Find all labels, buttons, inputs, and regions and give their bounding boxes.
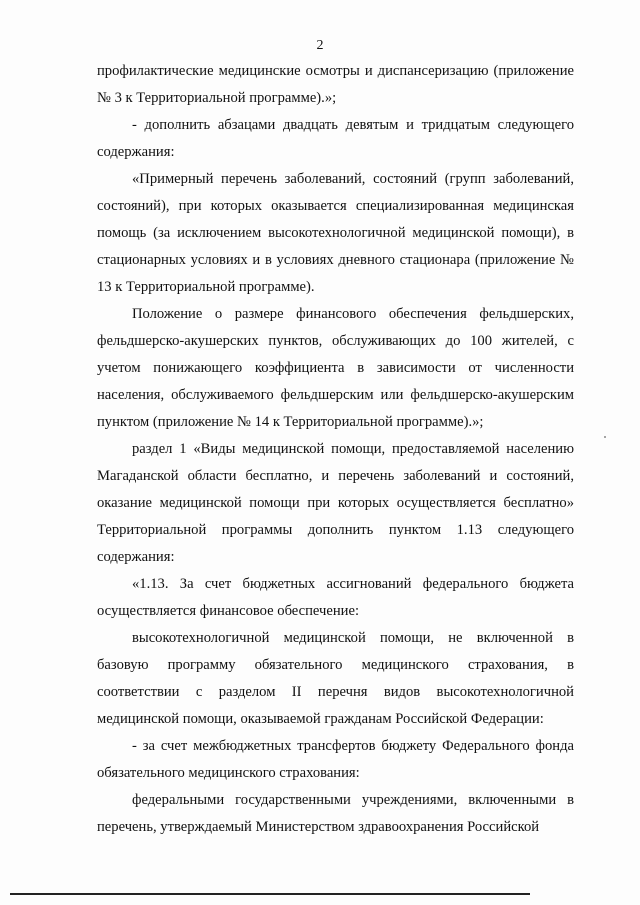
paragraph: высокотехнологичной медицинской помощи, не включенной в базовую программу обязательного медицинского страхования, в соответствии с разделом II перечня видов высокотехнологичной медицинской помощи, оказываемой гражданам Российской Федерации:	[97, 630, 574, 727]
page-number: 2	[316, 38, 324, 53]
scan-edge-line	[10, 893, 530, 895]
paragraph: профилактические медицинские осмотры и диспансеризацию (приложение № 3 к Территориальной программе).»;	[97, 63, 574, 106]
paragraph: - дополнить абзацами двадцать девятым и тридцатым следующего содержания:	[97, 117, 574, 160]
paragraph: «1.13. За счет бюджетных ассигнований федерального бюджета осуществляется финансовое обеспечение:	[97, 576, 574, 619]
scan-artifact-dot	[604, 436, 606, 438]
paragraph: - за счет межбюджетных трансфертов бюджету Федерального фонда обязательного медицинского страхования:	[97, 738, 574, 781]
document-body	[97, 58, 574, 841]
paragraph: «Примерный перечень заболеваний, состояний (групп заболеваний, состояний), при которых оказывается специализированная медицинская помощь (за исключением высокотехнологичной медицинской помощи), в стационарных условиях и в условиях дневного стационара (приложение № 13 к Территориальной программе).	[97, 171, 574, 295]
paragraph: раздел 1 «Виды медицинской помощи, предоставляемой населению Магаданской области бесплатно, и перечень заболеваний и состояний, оказание медицинской помощи при которых осуществляется бесплатно» Территориальной программы дополнить пунктом 1.13 следующего содержания:	[97, 441, 574, 565]
paragraph: Положение о размере финансового обеспечения фельдшерских, фельдшерско-акушерских пунктов, обслуживающих до 100 жителей, с учетом понижающего коэффициента в зависимости от численности населения, обслуживаемого фельдшерским или фельдшерско-акушерским пунктом (приложение № 14 к Территориальной программе).»;	[97, 306, 574, 430]
paragraph: федеральными государственными учреждениями, включенными в перечень, утверждаемый Министерством здравоохранения Российской	[97, 792, 574, 835]
